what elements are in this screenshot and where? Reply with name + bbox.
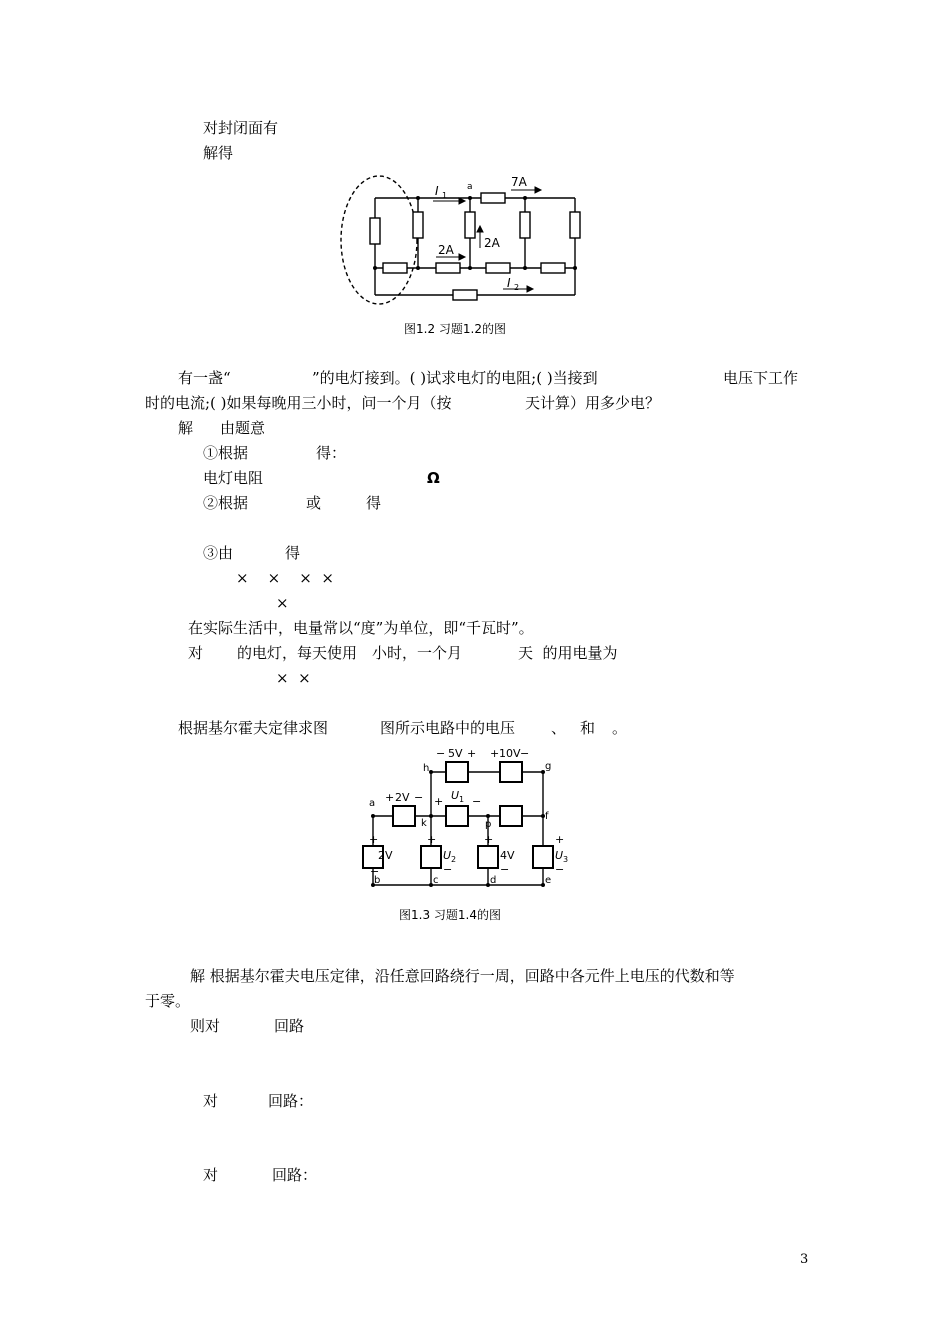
- svg-text:−: −: [500, 863, 510, 876]
- svg-text:f: f: [545, 811, 549, 822]
- svg-text:+: +: [434, 795, 444, 808]
- svg-text:+: +: [369, 833, 379, 846]
- svg-text:−: −: [414, 791, 424, 804]
- line-solve: 解得: [203, 144, 234, 162]
- svg-text:b: b: [374, 875, 381, 886]
- svg-text:2V: 2V: [378, 849, 393, 862]
- svg-text:−: −: [370, 865, 380, 878]
- svg-text:p: p: [485, 819, 492, 830]
- svg-text:g: g: [545, 761, 552, 772]
- label-u3: U: [555, 849, 564, 862]
- svg-text:2A: 2A: [438, 243, 454, 257]
- figure-1-2: [335, 170, 595, 320]
- caption-fig-1-3: 图1.3 习题1.4的图: [399, 908, 501, 922]
- caption-fig-1-2: 图1.2 习题1.2的图: [404, 322, 506, 336]
- svg-text:−: −: [520, 747, 530, 760]
- svg-text:7A: 7A: [511, 175, 527, 189]
- svg-text:4V: 4V: [500, 849, 515, 862]
- svg-text:5V: 5V: [448, 747, 463, 760]
- figure-1-3: [358, 745, 578, 895]
- svg-text:2: 2: [514, 283, 520, 292]
- svg-text:−: −: [472, 795, 482, 808]
- svg-text:+: +: [385, 791, 395, 804]
- problem-lamp-2: 时的电流;( )如果每晚用三小时，问一个月（按: [145, 394, 452, 412]
- svg-text:e: e: [545, 875, 552, 886]
- svg-text:1: 1: [442, 191, 448, 200]
- svg-text:I: I: [507, 276, 511, 290]
- solution-label: 解: [178, 419, 194, 437]
- svg-text:+: +: [484, 833, 494, 846]
- svg-text:+: +: [427, 833, 437, 846]
- label-i1: I: [435, 184, 439, 198]
- kvl-solution-1: 解 根据基尔霍夫电压定律，沿任意回路绕行一周，回路中各元件上电压的代数和等: [190, 967, 735, 985]
- svg-text:−: −: [436, 747, 446, 760]
- problem-lamp-1: 有一盏“: [178, 369, 231, 387]
- svg-text:a: a: [369, 798, 376, 809]
- svg-text:−: −: [555, 863, 565, 876]
- svg-text:d: d: [490, 875, 497, 886]
- svg-text:3: 3: [563, 855, 569, 864]
- svg-text:c: c: [433, 875, 439, 886]
- svg-text:1: 1: [459, 795, 465, 804]
- label-u2: U: [443, 849, 452, 862]
- svg-text:2: 2: [451, 855, 457, 864]
- svg-text:−: −: [443, 863, 453, 876]
- label-u1: U: [451, 789, 460, 802]
- page-number: 3: [800, 1252, 809, 1267]
- svg-text:+: +: [490, 747, 500, 760]
- svg-text:h: h: [423, 763, 430, 774]
- svg-text:2V: 2V: [395, 791, 410, 804]
- svg-text:k: k: [421, 818, 427, 829]
- svg-text:10V: 10V: [499, 747, 521, 760]
- svg-text:+: +: [467, 747, 477, 760]
- svg-text:2A: 2A: [484, 236, 500, 250]
- svg-text:a: a: [467, 182, 473, 192]
- kvl-solution-2: 于零。: [145, 992, 191, 1010]
- line-closed-surface: 对封闭面有: [203, 119, 279, 137]
- svg-text:+: +: [555, 833, 565, 846]
